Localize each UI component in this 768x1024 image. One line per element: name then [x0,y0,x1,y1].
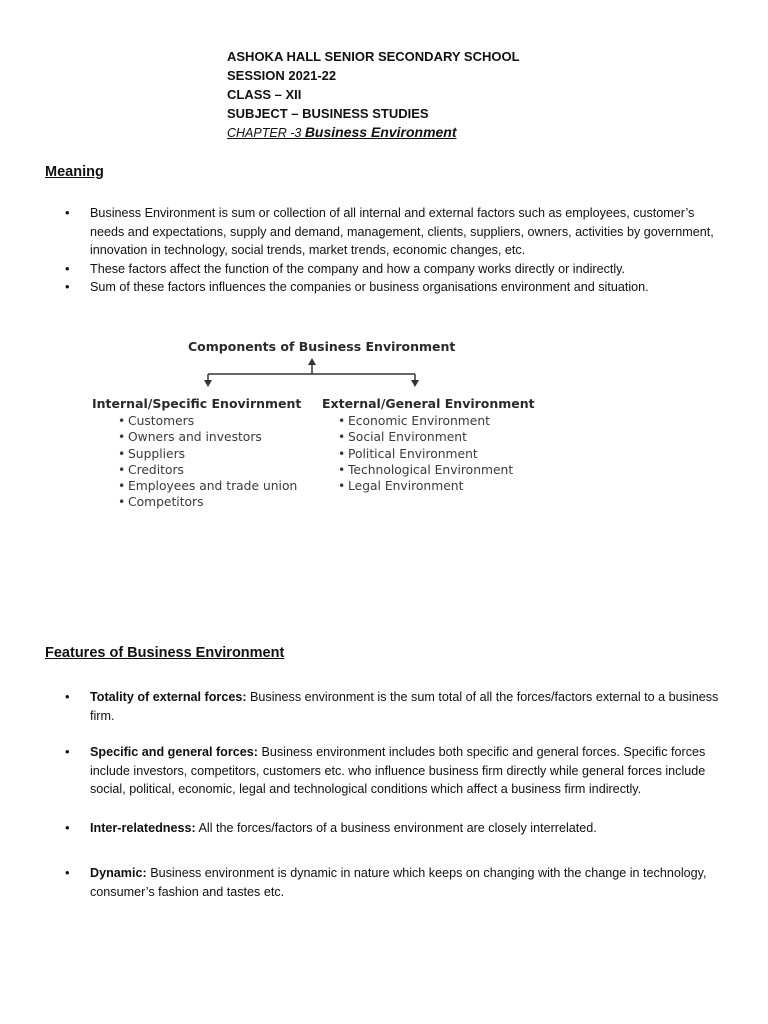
meaning-point: • Business Environment is sum or collection of all internal and external factors such as employees, customer’s needs and expectations, supply and demand, management, clients, suppliers, owners, activities by government, innovation in technology, social trends, market trends, economic changes, etc. [45,204,725,260]
feature-term: Dynamic: [90,866,147,880]
meaning-list [45,204,725,297]
internal-item: • Employees and trade union [116,478,297,494]
meaning-heading: Meaning [45,164,104,180]
internal-item: • Competitors [116,494,297,510]
external-list [336,413,513,494]
internal-item: • Suppliers [116,446,297,462]
subject-label: SUBJECT – BUSINESS STUDIES [227,106,429,121]
document-header [227,47,520,143]
session-label: SESSION 2021-22 [227,68,337,83]
internal-heading: Internal/Specific Enovirnment [92,396,302,411]
feature-text: Business environment is dynamic in nature which keeps on changing with the change in technology, consumer’s fashion and tastes etc. [90,866,707,899]
internal-item: • Creditors [116,462,297,478]
chapter-title: Business Environment [304,124,457,140]
external-item: • Social Environment [336,429,513,445]
feature-point [45,864,725,901]
external-item: • Technological Environment [336,462,513,478]
feature-point [45,743,725,799]
external-item: • Economic Environment [336,413,513,429]
internal-list [116,413,297,511]
features-heading: Features of Business Environment [45,645,285,661]
feature-point [45,688,725,725]
feature-term: Totality of external forces: [90,690,247,704]
class-label: CLASS – XII [227,87,302,102]
internal-item: • Customers [116,413,297,429]
feature-term: Specific and general forces: [90,745,258,759]
meaning-point: • Sum of these factors influences the companies or business organisations environment and situation. [45,278,725,297]
meaning-point: • These factors affect the function of the company and how a company works directly or indirectly. [45,260,725,279]
school-name: ASHOKA HALL SENIOR SECONDARY SCHOOL [227,49,520,64]
feature-point [45,819,725,838]
feature-text: All the forces/factors of a business environment are closely interrelated. [195,820,597,835]
feature-text: Business environment is the sum total of all the forces/factors external to a business firm. [90,690,719,723]
feature-text: Business environment includes both specific and general forces. Specific forces include investors, competitors, customers etc. who influence business firm directly while general forces include social, political, economic, legal and technological conditions which affect a business firm indirectly. [90,745,706,796]
external-heading: External/General Environment [322,396,535,411]
external-item: • Legal Environment [336,478,513,494]
diagram-title: Components of Business Environment [188,339,456,354]
external-item: • Political Environment [336,446,513,462]
feature-term: Inter-relatedness: [90,820,196,835]
features-list [45,688,725,919]
chapter-prefix: CHAPTER -3 [227,126,302,140]
diagram-connectors [88,336,548,396]
components-diagram [88,336,548,516]
internal-item: • Owners and investors [116,429,297,445]
chapter-line [227,123,520,143]
